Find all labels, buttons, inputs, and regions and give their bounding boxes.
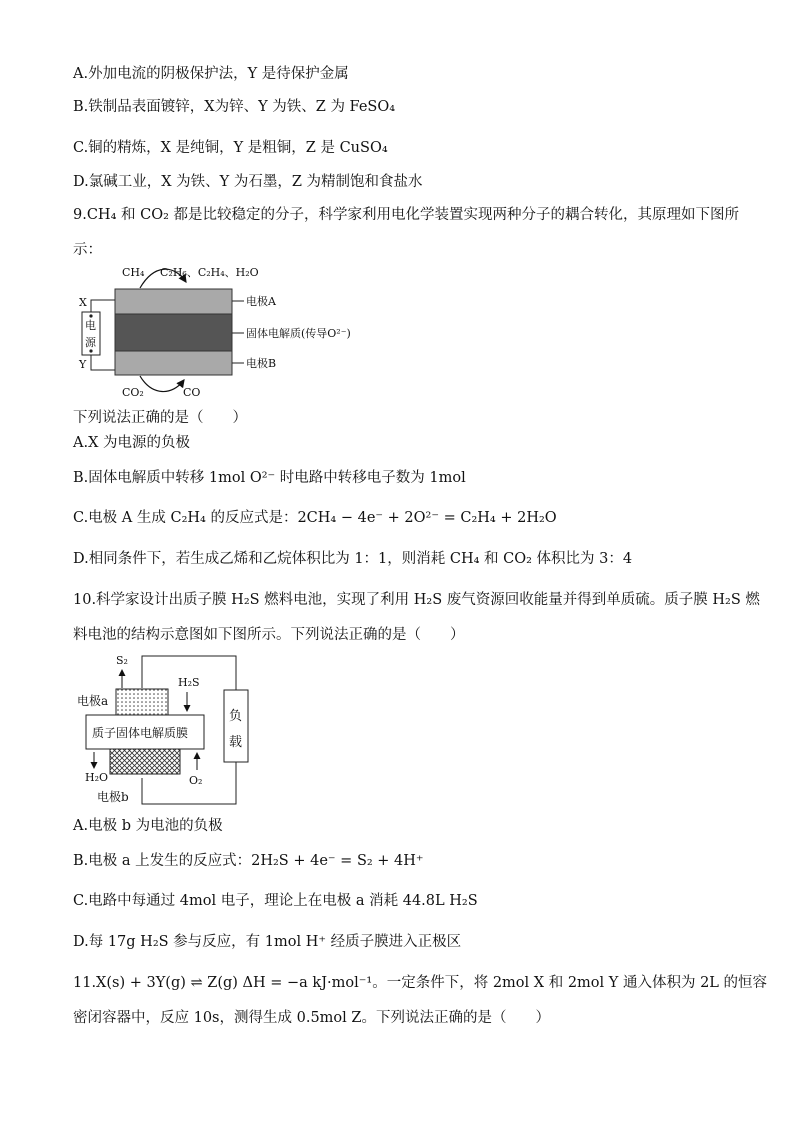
wire-y (91, 355, 115, 370)
wire-x (91, 300, 115, 312)
q10-stem-line2: 料电池的结构示意图如下图所示。下列说法正确的是（ ） (73, 627, 465, 643)
label-electrode-b: 电极B (246, 357, 277, 370)
q9-bottom-reactant: CO₂ (122, 386, 144, 399)
q9-stem-line2: 示： (73, 242, 102, 258)
q9-option-d: D.相同条件下，若生成乙烯和乙烷体积比为 1：1，则消耗 CH₄ 和 CO₂ 体积比为 3：4 (73, 551, 633, 567)
bottom-reaction-arrow (140, 376, 184, 392)
label-h2s: H₂S (178, 676, 200, 689)
electrode-b-layer (115, 351, 232, 375)
label-x: X (79, 296, 87, 309)
q10-fuel-cell-diagram (72, 648, 252, 808)
label-electrolyte: 固体电解质(传导O²⁻) (246, 327, 351, 340)
q8-option-b: B.铁制品表面镀锌，X为锌、Y 为铁、Z 为 FeSO₄ (73, 99, 396, 115)
q11-stem-line2: 密闭容器中，反应 10s，测得生成 0.5mol Z。下列说法正确的是（ ） (73, 1010, 550, 1026)
label-electrode-a: 电极a (77, 694, 109, 708)
electrolyte-layer (115, 314, 232, 351)
q10-option-a: A.电极 b 为电池的负极 (73, 818, 223, 834)
label-electrode-a: 电极A (246, 295, 276, 308)
electrode-a-layer (115, 289, 232, 314)
q10-option-b: B.电极 a 上发生的反应式：2H₂S + 4e⁻ = S₂ + 4H⁺ (73, 853, 424, 869)
label-o2: O₂ (189, 774, 203, 787)
q8-option-c: C.铜的精炼，X 是纯铜，Y 是粗铜，Z 是 CuSO₄ (73, 140, 388, 156)
power-char-2: 源 (85, 336, 96, 349)
label-s2: S₂ (116, 654, 128, 667)
q8-option-a: A.外加电流的阴极保护法，Y 是待保护金属 (73, 66, 349, 82)
q10-option-d: D.每 17g H₂S 参与反应，有 1mol H⁺ 经质子膜进入正极区 (73, 934, 462, 950)
q9-option-a: A.X 为电源的负极 (73, 435, 191, 451)
q11-stem-line1: 11.X(s) + 3Y(g) ⇌ Z(g) ΔH = −a kJ·mol⁻¹。一定条件下，将 2mol X 和 2mol Y 通入体积为 2L 的恒容 (73, 975, 768, 991)
load-char-2: 载 (229, 735, 243, 750)
q9-top-products: C₂H₆、C₂H₄、H₂O (160, 266, 259, 279)
load-box (224, 690, 248, 762)
q9-bottom-product: CO (183, 386, 201, 399)
label-electrode-b: 电极b (97, 790, 129, 804)
label-h2o: H₂O (85, 771, 109, 784)
label-y: Y (79, 358, 87, 371)
q9-top-reactant: CH₄ (122, 266, 145, 279)
q9-option-c: C.电极 A 生成 C₂H₄ 的反应式是：2CH₄ − 4e⁻ + 2O²⁻ = C₂H₄ + 2H₂O (73, 510, 557, 526)
q9-question: 下列说法正确的是（ ） (73, 410, 247, 426)
power-terminal-bottom (89, 349, 92, 352)
power-terminal-top (89, 314, 92, 317)
q9-stem-line1: 9.CH₄ 和 CO₂ 都是比较稳定的分子，科学家利用电化学装置实现两种分子的耦合转化，其原理如下图所 (73, 207, 740, 223)
load-char-1: 负 (229, 709, 243, 724)
q9-option-b: B.固体电解质中转移 1mol O²⁻ 时电路中转移电子数为 1mol (73, 470, 466, 486)
q10-figure (72, 648, 252, 812)
label-membrane: 质子固体电解质膜 (92, 726, 189, 740)
electrode-a-block (116, 689, 168, 715)
power-char-1: 电 (85, 319, 96, 332)
q10-stem-line1: 10.科学家设计出质子膜 H₂S 燃料电池，实现了利用 H₂S 废气资源回收能量并得到单质硫。质子膜 H₂S 燃 (73, 592, 760, 608)
q10-option-c: C.电路中每通过 4mol 电子，理论上在电极 a 消耗 44.8L H₂S (73, 893, 478, 909)
electrode-b-block (110, 749, 180, 774)
q9-figure (72, 262, 372, 406)
q9-electrolysis-diagram (72, 262, 372, 402)
q8-option-d: D.氯碱工业，X 为铁、Y 为石墨，Z 为精制饱和食盐水 (73, 174, 423, 190)
